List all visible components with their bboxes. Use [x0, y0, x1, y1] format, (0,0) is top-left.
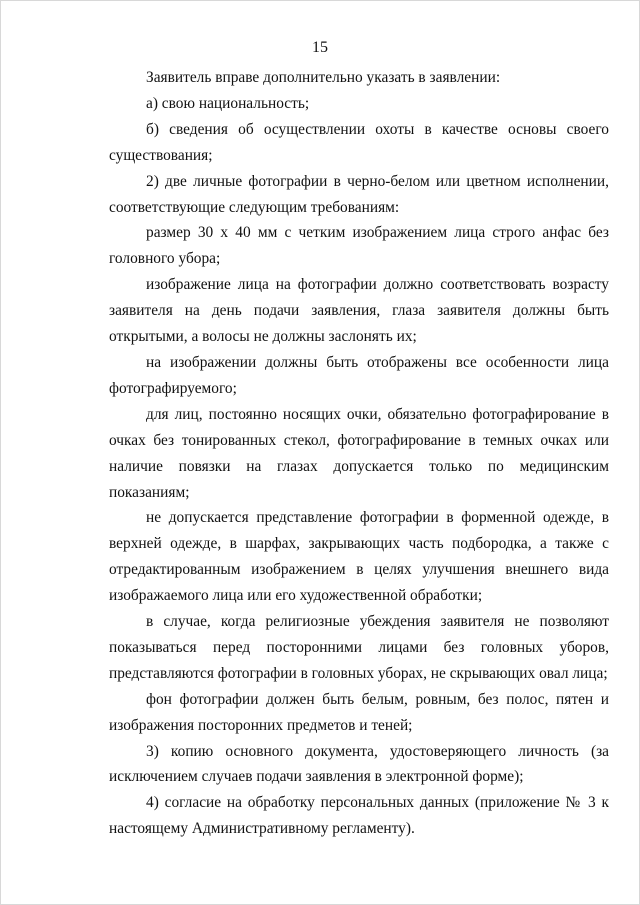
paragraph-photo-size: размер 30 х 40 мм с четким изображением лица строго анфас без головного убора; — [109, 224, 609, 268]
paragraph-photo-glasses: для лиц, постоянно носящих очки, обязательно фотографирование в очках без тонированных стекол, фотографирование в темных очках или наличие повязки на глазах допускается только по медицинским показаниям; — [109, 405, 609, 501]
paragraph-item-b: б) сведения об осуществлении охоты в качестве основы своего существования; — [109, 120, 609, 164]
paragraph-intro: Заявитель вправе дополнительно указать в заявлении: — [146, 69, 501, 86]
paragraph-photo-age: изображение лица на фотографии должно соответствовать возрасту заявителя на день подачи заявления, глаза заявителя должны быть открытыми, а волосы не должны заслонять их; — [109, 276, 609, 346]
paragraph-item-a: а) свою национальность; — [146, 94, 310, 112]
paragraph-item-2: 2) две личные фотографии в черно-белом или цветном исполнении, соответствующие следующим требованиям: — [109, 172, 609, 216]
document-body — [109, 65, 609, 842]
paragraph-item-3: 3) копию основного документа, удостоверяющего личность (за исключением случаев подачи заявления в электронной форме); — [109, 742, 609, 786]
paragraph-photo-clothing: не допускается представление фотографии в форменной одежде, в верхней одежде, в шарфах, закрывающих часть подбородка, а также с отредактированным изображением в целях улучшения внешнего вида изображаемого лица или его художественной обработки; — [109, 509, 609, 605]
paragraph-item-4: 4) согласие на обработку персональных данных (приложение № 3 к настоящему Административному регламенту). — [109, 794, 609, 838]
paragraph-photo-background: фон фотографии должен быть белым, ровным, без полос, пятен и изображения посторонних предметов и теней; — [109, 690, 609, 734]
paragraph-photo-religion: в случае, когда религиозные убеждения заявителя не позволяют показываться перед посторонними лицами без головных уборов, представляются фотографии в головных уборах, не скрывающих овал лица; — [109, 613, 609, 682]
page-number: 15 — [312, 39, 328, 56]
paragraph-photo-features: на изображении должны быть отображены все особенности лица фотографируемого; — [109, 353, 609, 397]
